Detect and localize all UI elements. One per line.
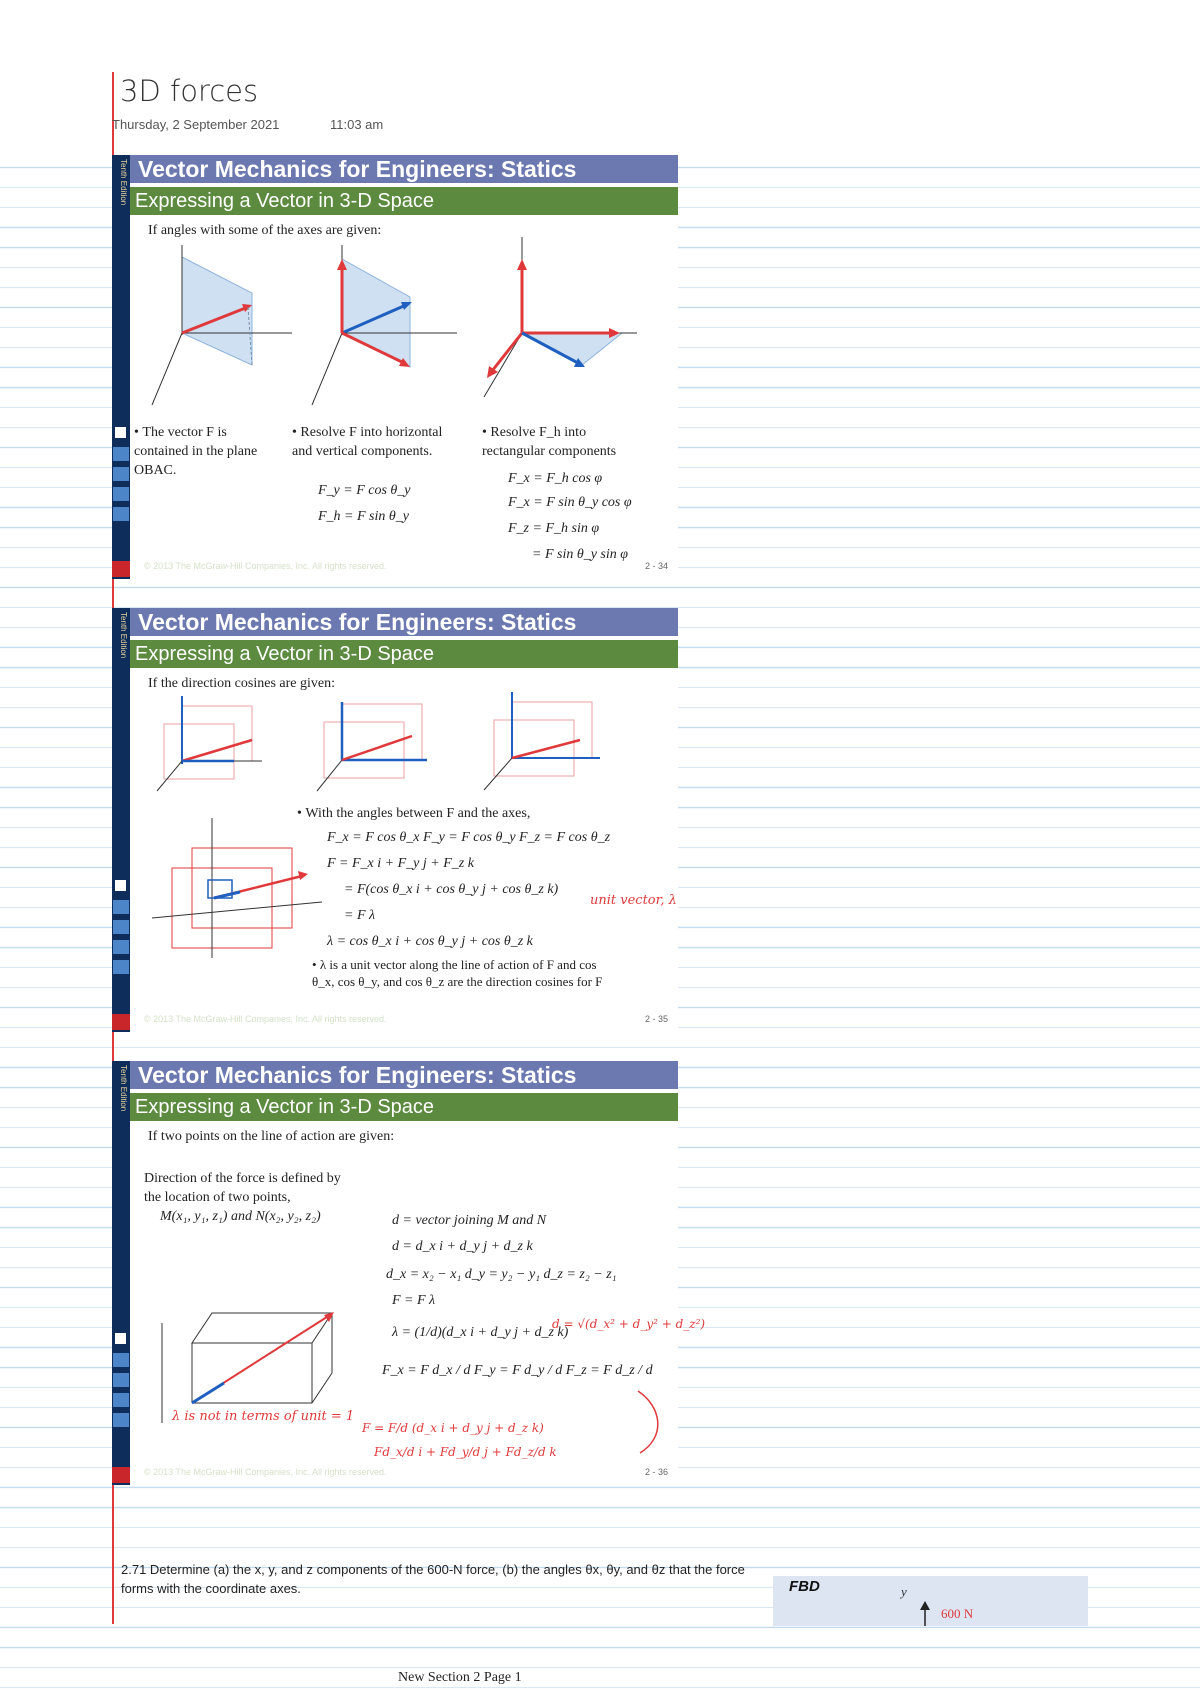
page-footer: New Section 2 Page 1 — [398, 1670, 522, 1685]
equation: F = F λ — [392, 1293, 436, 1308]
diagram-rectangular-components — [472, 237, 642, 415]
equation: λ = cos θ_x i + cos θ_y j + cos θ_z k — [327, 934, 533, 949]
slide-page-number: 2 - 34 — [644, 561, 668, 571]
nav-prev-icon[interactable] — [113, 920, 129, 934]
slide-3-body: the location of two points, — [144, 1190, 291, 1205]
diagram-box-theta-z — [472, 690, 612, 790]
slide-subheading: Expressing a Vector in 3-D Space — [130, 640, 678, 668]
diagram-unit-vector-lambda — [152, 818, 322, 958]
slide-1[interactable] — [112, 155, 678, 579]
nav-last-icon[interactable] — [113, 960, 129, 974]
fbd-axis-label: y — [901, 1584, 907, 1599]
slide-heading: Vector Mechanics for Engineers: Statics — [130, 1061, 678, 1089]
equation: F_h = F sin θ_y — [318, 509, 409, 524]
handwritten-arrow — [632, 1387, 672, 1457]
nav-last-icon[interactable] — [113, 507, 129, 521]
edition-label: Tenth Edition — [119, 1065, 128, 1112]
nav-prev-icon[interactable] — [113, 1373, 129, 1387]
slide-intro: If the direction cosines are given: — [148, 676, 335, 691]
diagram-box-theta-x — [152, 696, 282, 796]
problem-statement[interactable]: 2.71 Determine (a) the x, y, and z components of the 600-N force, (b) the angles θx, θy, and θz that the force forms with the coordinate axes. — [121, 1562, 745, 1596]
edition-label: Tenth Edition — [119, 612, 128, 659]
handwritten-note: d = √(d_x² + d_y² + d_z²) — [552, 1317, 706, 1331]
slide-sidebar — [112, 1061, 130, 1485]
equation: F_x = F d_x / d F_y = F d_y / d F_z = F d_z / d — [382, 1363, 653, 1378]
equation: F_z = F_h sin φ — [508, 521, 600, 536]
nav-prev-icon[interactable] — [113, 467, 129, 481]
slide-3-body: Direction of the force is defined by — [144, 1171, 341, 1186]
slide-subheading: Expressing a Vector in 3-D Space — [130, 1093, 678, 1121]
diagram-plane-obac — [152, 245, 302, 415]
equation: = F λ — [344, 908, 376, 923]
page-time: 11:03 am — [330, 117, 384, 132]
handwritten-note: F = F/d (d_x i + d_y j + d_z k) — [362, 1421, 544, 1435]
handwritten-note: Fd_x/d i + Fd_y/d j + Fd_z/d k — [374, 1445, 557, 1459]
fbd-panel[interactable] — [773, 1576, 1088, 1626]
nav-first-icon[interactable] — [113, 900, 129, 914]
equation: F = F_x i + F_y j + F_z k — [327, 856, 474, 871]
equation: F_y = F cos θ_y — [318, 483, 411, 498]
slide-subheading: Expressing a Vector in 3-D Space — [130, 187, 678, 215]
equation: F_x = F_h cos φ — [508, 471, 603, 486]
diagram-horizontal-vertical — [312, 245, 462, 415]
nav-last-icon[interactable] — [113, 1413, 129, 1427]
nav-next-icon[interactable] — [113, 487, 129, 501]
fbd-arrow — [915, 1600, 935, 1626]
equation: d = vector joining M and N — [392, 1213, 547, 1228]
fbd-label: FBD — [789, 1578, 820, 1595]
slide-heading: Vector Mechanics for Engineers: Statics — [130, 155, 678, 183]
equation: = F(cos θ_x i + cos θ_y j + cos θ_z k) — [344, 882, 559, 897]
home-icon[interactable] — [115, 1333, 126, 1344]
equation: F_x = F sin θ_y cos φ — [508, 495, 632, 510]
home-icon[interactable] — [115, 427, 126, 438]
slide-intro: If angles with some of the axes are given: — [148, 223, 382, 238]
edition-label: Tenth Edition — [119, 159, 128, 206]
publisher-logo-icon — [112, 1014, 130, 1030]
copyright-text: © 2013 The McGraw-Hill Companies, Inc. All rights reserved. — [144, 1467, 387, 1477]
slide-intro: If two points on the line of action are given: — [148, 1129, 395, 1144]
slide-2-bullet-1: • With the angles between F and the axes, — [297, 806, 531, 821]
diagram-two-points-mn — [152, 1283, 355, 1424]
slide-1-bullet-3: • Resolve F_h into rectangular components — [482, 425, 617, 459]
slide-1-bullet-1: • The vector F is contained in the plane OBAC. — [134, 425, 258, 478]
equation: λ = (1/d)(d_x i + d_y j + d_z k) — [392, 1325, 569, 1340]
home-icon[interactable] — [115, 880, 126, 891]
diagram-box-theta-y — [312, 696, 442, 796]
copyright-text: © 2013 The McGraw-Hill Companies, Inc. All rights reserved. — [144, 561, 387, 571]
slide-3-body: M(x₁, y₁, z₁) and N(x₂, y₂, z₂) — [160, 1209, 321, 1224]
page-title[interactable]: 3D forces — [120, 74, 259, 108]
publisher-logo-icon — [112, 561, 130, 577]
slide-2[interactable] — [112, 608, 678, 1032]
slide-1-bullet-2: • Resolve F into horizontal and vertical components. — [292, 425, 443, 459]
slide-page-number: 2 - 36 — [644, 1467, 668, 1477]
slide-page-number: 2 - 35 — [644, 1014, 668, 1024]
slide-2-bullet-2: • λ is a unit vector along the line of action of F and cos θ_x, cos θ_y, and cos θ_z are the direction cosines for F — [312, 957, 603, 989]
equation: = F sin θ_y sin φ — [532, 547, 629, 562]
copyright-text: © 2013 The McGraw-Hill Companies, Inc. All rights reserved. — [144, 1014, 387, 1024]
handwritten-note: λ is not in terms of unit = 1 — [172, 1409, 355, 1424]
nav-first-icon[interactable] — [113, 447, 129, 461]
slide-sidebar — [112, 608, 130, 1032]
nav-next-icon[interactable] — [113, 940, 129, 954]
publisher-logo-icon — [112, 1467, 130, 1483]
slide-3[interactable] — [112, 1061, 706, 1485]
equation: d = d_x i + d_y j + d_z k — [392, 1239, 533, 1254]
nav-first-icon[interactable] — [113, 1353, 129, 1367]
equation: d_x = x₂ − x₁ d_y = y₂ − y₁ d_z = z₂ − z₁ — [386, 1267, 617, 1282]
slide-heading: Vector Mechanics for Engineers: Statics — [130, 608, 678, 636]
nav-next-icon[interactable] — [113, 1393, 129, 1407]
handwritten-note: unit vector, λ — [590, 893, 677, 908]
fbd-force-label: 600 N — [941, 1606, 974, 1621]
slide-sidebar — [112, 155, 130, 579]
page-date: Thursday, 2 September 2021 — [112, 117, 280, 132]
equation: F_x = F cos θ_x F_y = F cos θ_y F_z = F cos θ_z — [327, 830, 611, 845]
